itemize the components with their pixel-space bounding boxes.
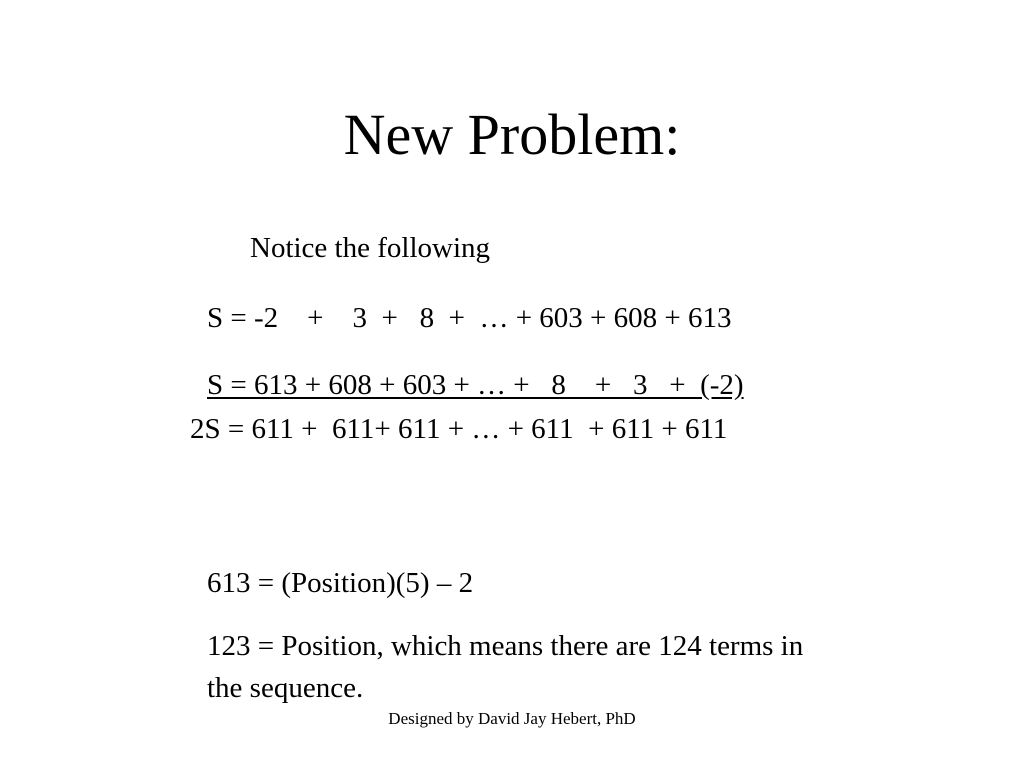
sum-forward-equation: S = -2 + 3 + 8 + … + 603 + 608 + 613 xyxy=(207,302,732,334)
sum-reverse-equation: S = 613 + 608 + 603 + … + 8 + 3 + (-2) xyxy=(207,369,744,401)
notice-text: Notice the following xyxy=(250,232,491,264)
sum-double-equation: 2S = 611 + 611+ 611 + … + 611 + 611 + 611 xyxy=(190,413,728,445)
slide-title: New Problem: xyxy=(343,102,681,167)
position-result: 123 = Position, which means there are 124 terms in the sequence. xyxy=(207,630,804,704)
footer-credit-text: Designed by David Jay Hebert, PhD xyxy=(388,709,636,728)
position-equation: 613 = (Position)(5) – 2 xyxy=(207,567,474,599)
footer-credit xyxy=(0,708,1024,730)
